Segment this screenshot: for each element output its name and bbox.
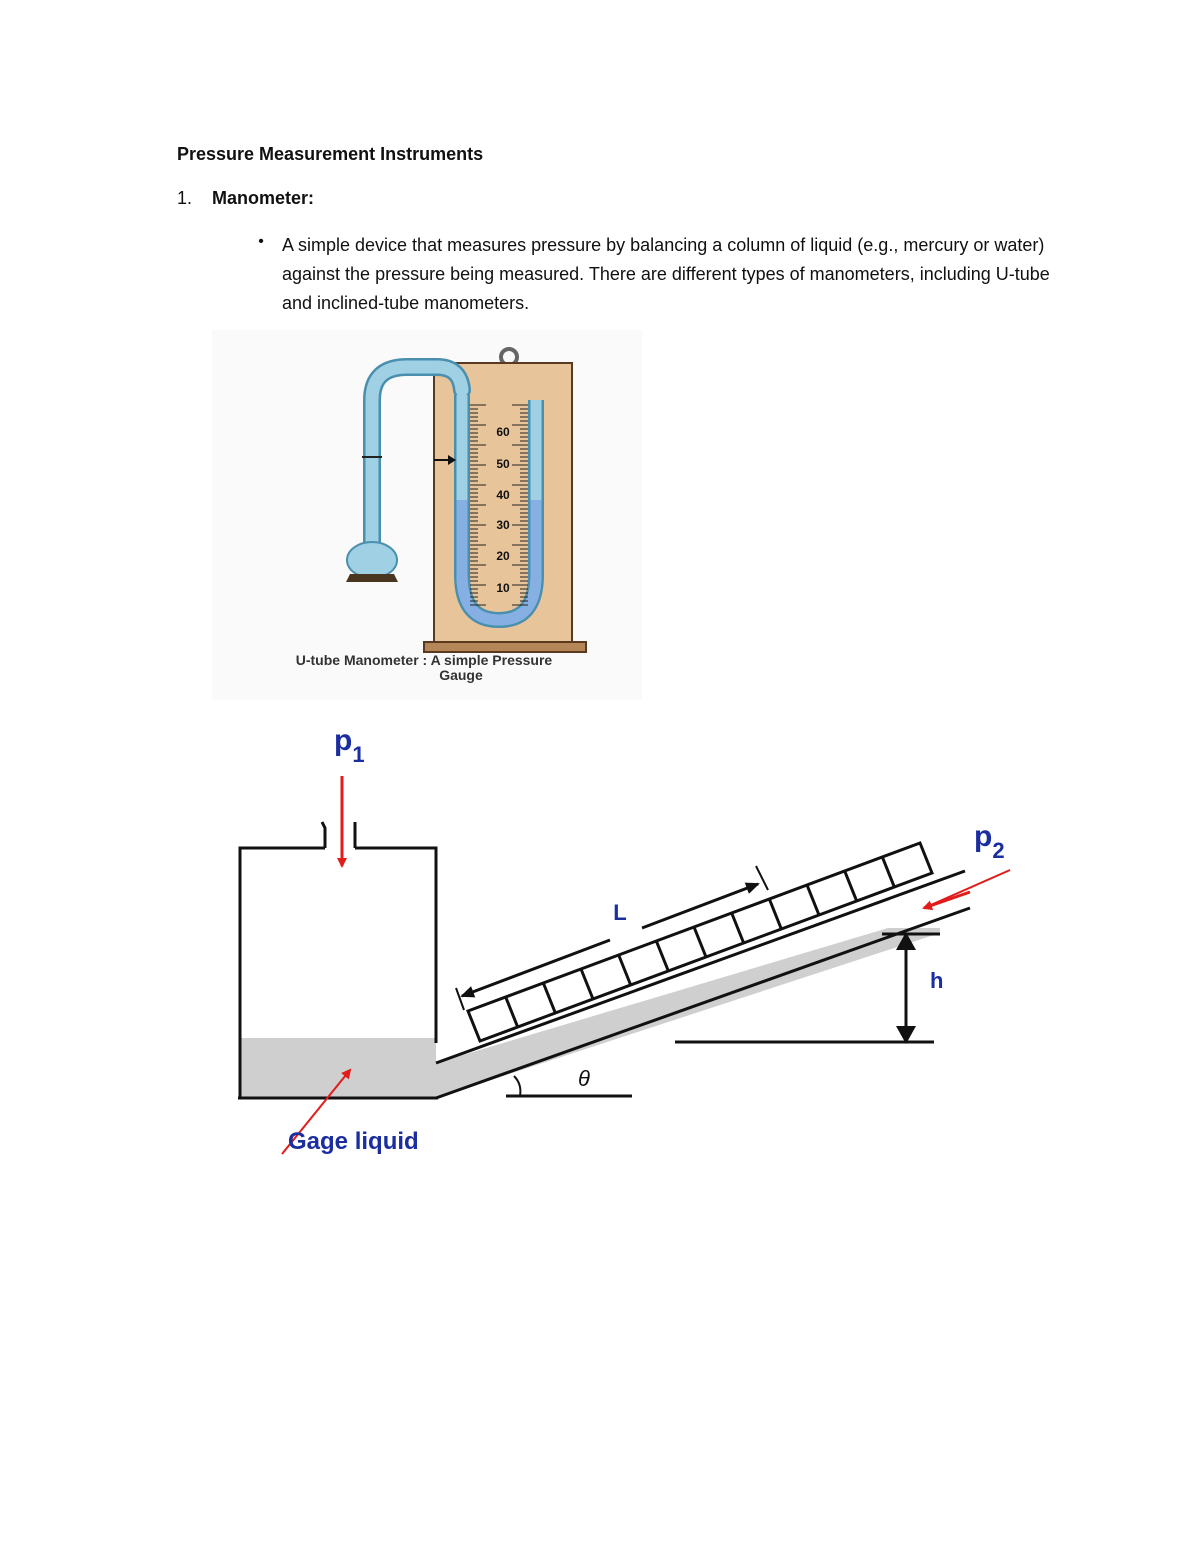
page-title: Pressure Measurement Instruments bbox=[177, 144, 484, 164]
section-title: Manometer: bbox=[212, 188, 315, 208]
section-heading bbox=[177, 188, 314, 209]
p1-label: $p_1$ bbox=[334, 724, 365, 767]
gage-liquid-label: Gage liquid bbox=[288, 1128, 419, 1155]
scale-label-60: 60 bbox=[496, 425, 510, 439]
height-label: h bbox=[930, 968, 944, 993]
inclined-manometer-figure bbox=[220, 718, 1020, 1158]
bulb-stand bbox=[346, 574, 398, 582]
angle-label: θ bbox=[578, 1066, 590, 1091]
scale-label-30: 30 bbox=[496, 518, 510, 532]
reservoir-inlet bbox=[322, 822, 325, 848]
pressure-bulb bbox=[347, 542, 397, 578]
p2-arrow bbox=[924, 892, 970, 908]
p2-label: $p_2$ bbox=[974, 820, 1005, 863]
length-label: L bbox=[613, 900, 627, 925]
scale-label-20: 20 bbox=[496, 549, 510, 563]
inclined-tube-upper bbox=[436, 871, 965, 1063]
utube-manometer-figure bbox=[212, 330, 642, 700]
manometer-description: A simple device that measures pressure by balancing a column of liquid (e.g., mercury or water) against the pressure being measured. There are different types of manometers, including U-tube and inclined-tube manometers. bbox=[282, 235, 1050, 313]
scale-label-40: 40 bbox=[496, 488, 510, 502]
bullet-icon: • bbox=[258, 233, 264, 250]
board-base bbox=[424, 642, 586, 652]
utube-caption-line1: U-tube Manometer : A simple Pressure bbox=[295, 652, 553, 668]
section-number: 1. bbox=[177, 188, 193, 208]
scale-label-10: 10 bbox=[496, 581, 510, 595]
reservoir-liquid bbox=[240, 1038, 436, 1098]
angle-arc bbox=[514, 1076, 520, 1096]
utube-caption-line2: Gauge bbox=[439, 667, 483, 683]
scale-label-50: 50 bbox=[496, 457, 510, 471]
